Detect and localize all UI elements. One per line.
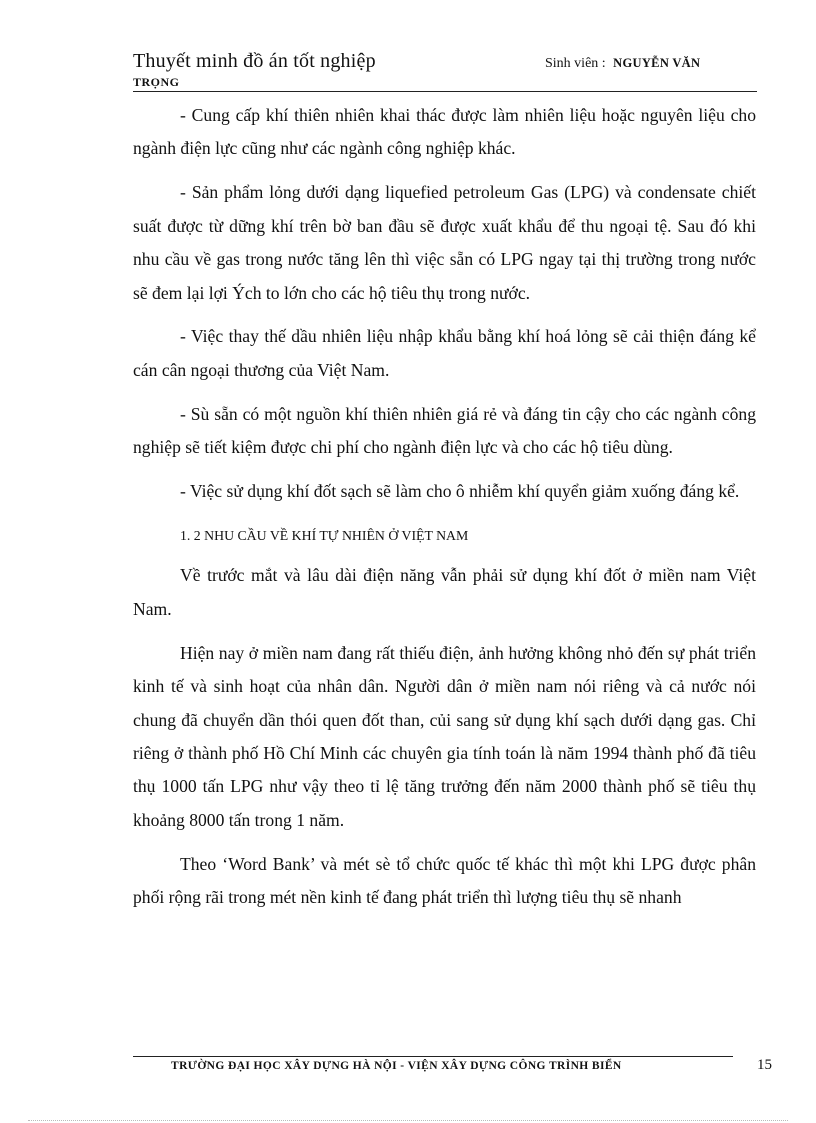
document-title-continuation: TRỌNG — [133, 75, 180, 89]
paragraph: Hiện nay ở miền nam đang rất thiếu điện, ảnh hưởng không nhỏ đến sự phát triển kinh tế và sinh hoạt của nhân dân. Người dân ở miền nam nói riêng và cả nước nói chung đã chuyển dần thói quen đốt than, củi sang sử dụng khí sạch dưới dạng gas. Chỉ riêng ở thành phố Hồ Chí Minh các chuyên gia tính toán là năm 1994 thành phố đã tiêu thụ 1000 tấn LPG như vậy theo tỉ lệ tăng trưởng đến năm 2000 thành phố sẽ tiêu thụ khoảng 8000 tấn trong 1 năm. — [133, 642, 756, 830]
document-body — [133, 99, 756, 925]
student-name: NGUYỄN VĂN — [613, 56, 701, 70]
footer-divider — [133, 1056, 733, 1057]
paragraph: Theo ‘Word Bank’ và mét sè tổ chức quốc tế khác thì một khi LPG được phân phối rộng rãi trong mét nền kinh tế đang phát triển thì lượng tiêu thụ sẽ nhanh — [133, 853, 756, 908]
student-info — [545, 56, 700, 72]
page-bottom-border — [28, 1120, 788, 1121]
page-number: 15 — [757, 1057, 772, 1073]
paragraph: - Cung cấp khí thiên nhiên khai thác được làm nhiên liệu hoặc nguyên liệu cho ngành điện lực cũng như các ngành công nghiệp khác. — [133, 105, 756, 159]
paragraph: Về trước mắt và lâu dài điện năng vẫn phải sử dụng khí đốt ở miền nam Việt Nam. — [133, 565, 756, 619]
student-label: Sinh viên : — [545, 56, 606, 71]
section-heading: 1. 2 NHU CẦU VỀ KHÍ TỰ NHIÊN Ở VIỆT NAM — [180, 527, 469, 543]
paragraph: - Việc thay thế dầu nhiên liệu nhập khẩu bằng khí hoá lỏng sẽ cải thiện đáng kể cán cân ngoại thương của Việt Nam. — [133, 326, 756, 380]
paragraph: - Sản phẩm lỏng dưới dạng liquefied petroleum Gas (LPG) và condensate chiết suất được từ dững khí trên bờ ban đầu sẽ được xuất khẩu để thu ngoại tệ. Sau đó khi nhu cầu về gas trong nước tăng lên thì việc sẵn có LPG ngay tại thị trường trong nước sẽ đem lại lợi Ých to lớn cho các hộ tiêu thụ trong nước. — [133, 182, 756, 303]
paragraph: - Việc sử dụng khí đốt sạch sẽ làm cho ô nhiễm khí quyển giảm xuống đáng kể. — [180, 481, 740, 502]
paragraph: - Sù sẵn có một nguồn khí thiên nhiên giá rẻ và đáng tin cậy cho các ngành công nghiệp sẽ tiết kiệm được chi phí cho ngành điện lực và cho các hộ tiêu dùng. — [133, 403, 756, 458]
header-divider — [133, 91, 757, 92]
footer-school: TRƯỜNG ĐẠI HỌC XÂY DỰNG HÀ NỘI - VIỆN XÂY DỰNG CÔNG TRÌNH BIỂN — [171, 1060, 622, 1072]
document-title: Thuyết minh đồ án tốt nghiệp — [133, 50, 376, 72]
